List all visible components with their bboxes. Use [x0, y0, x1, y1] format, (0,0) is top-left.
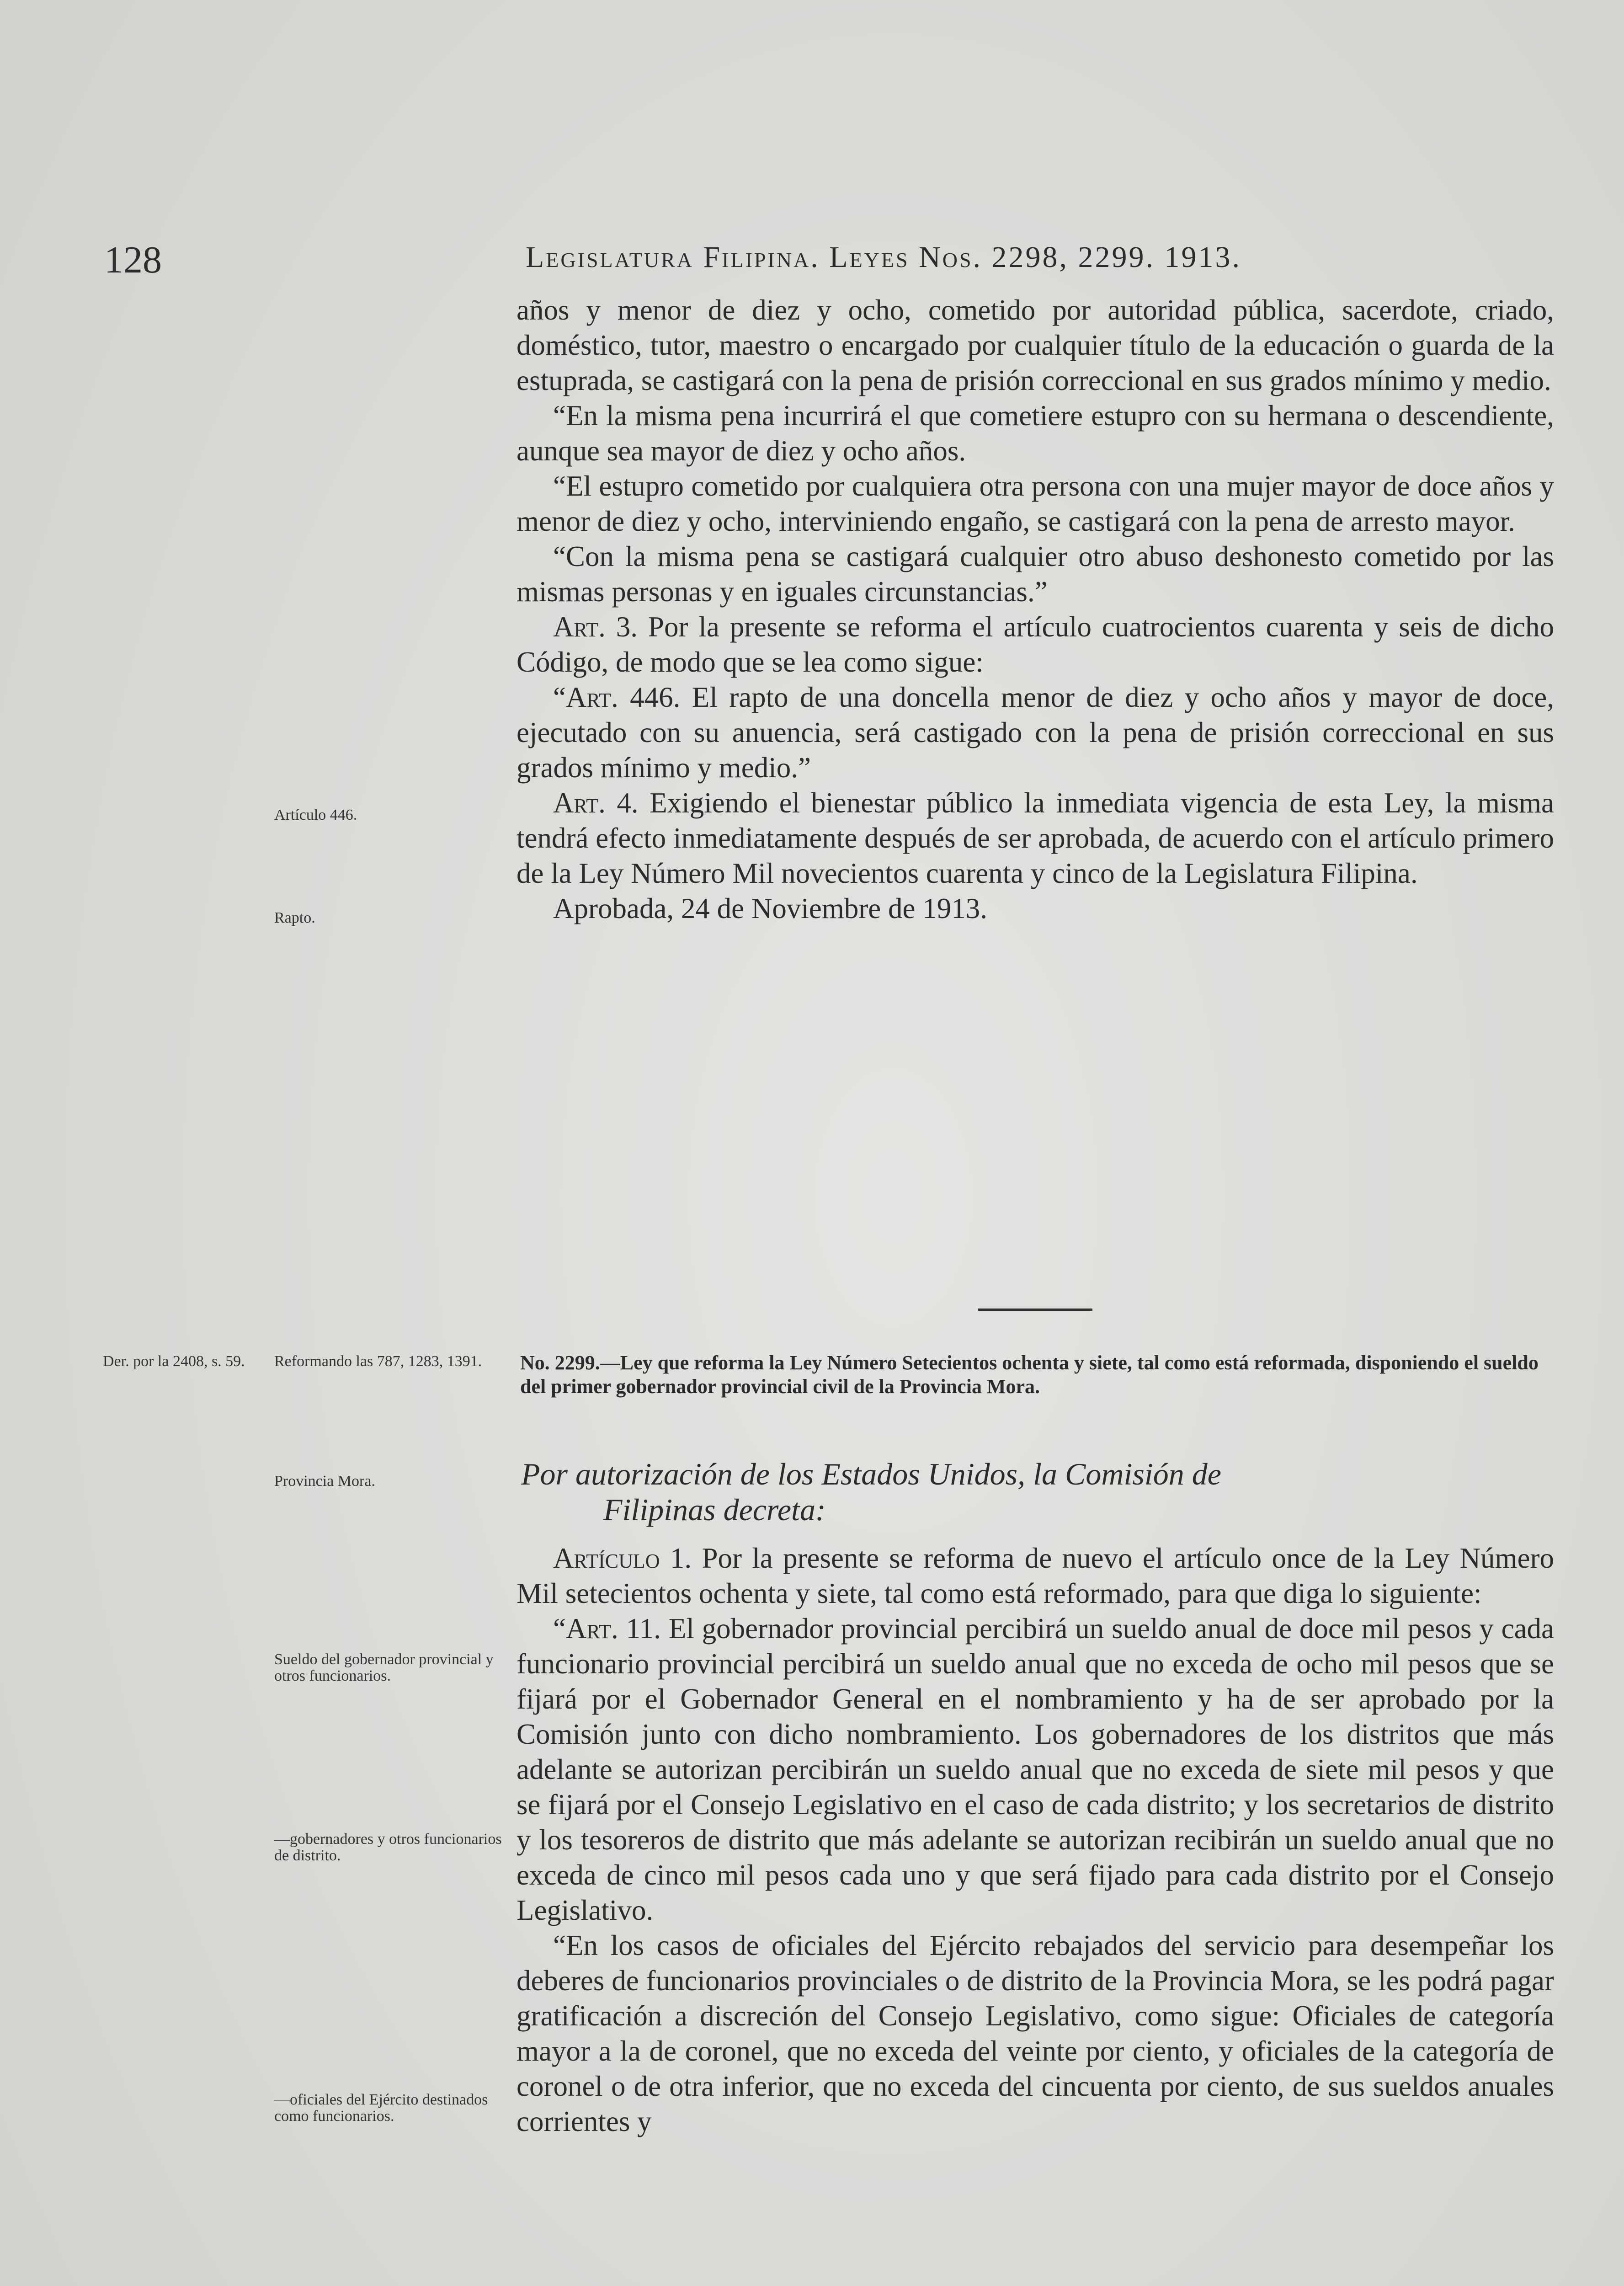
paragraph: “El estupro cometido por cualquiera otra persona con una mujer mayor de doce años y menor de diez y ocho, interviniendo engaño, se castigará con la pena de arresto mayor.: [516, 470, 1554, 537]
running-title: Legislatura Filipina. Leyes Nos. 2298, 2299. 1913.: [526, 240, 1242, 274]
paragraph: “En la misma pena incurrirá el que cometiere estupro con su hermana o descendiente, aunque sea mayor de diez y ocho años.: [516, 400, 1554, 467]
article-11: [516, 1611, 1554, 1928]
approval-date: Aprobada, 24 de Noviembre de 1913.: [553, 892, 987, 924]
enacting-clause-line: Filipinas decreta:: [603, 1492, 826, 1527]
article-text: El gobernador provincial percibirá un sueldo anual de doce mil pesos y cada funcionario provincial percibirá un sueldo anual que no exceda de ocho mil pesos que se fijará por el Gobernador General en el nombramiento y ha de ser aprobado por la Comisión junto con dicho nombramiento. Los gobernadores de los distritos que más adelante se autorizan percibirán un sueldo anual que no exceda de siete mil pesos y que se fijará por el Consejo Legislativo en el caso de cada distrito; y los secretarios de distrito y los tesoreros de distrito que más adelante se autorizan recibirán un sueldo anual que no exceda de cinco mil pesos cada uno y que será fijado para cada distrito por el Consejo Legislativo.: [516, 1613, 1555, 1926]
enacting-clause: [521, 1456, 1554, 1528]
article-1: [516, 1541, 1554, 1611]
margin-note-gobernadores-distrito: —gobernadores y otros funcionarios de distrito.: [274, 1831, 502, 1864]
law-2299-body: [516, 1541, 1554, 2139]
article-label: Artículo 1.: [553, 1542, 692, 1574]
margin-note-sueldo-gobernador: Sueldo del gobernador provincial y otros funcionarios.: [274, 1651, 494, 1684]
article-text: Por la presente se reforma de nuevo el artículo once de la Ley Número Mil setecientos ochenta y siete, tal como está reformado, para que diga lo siguiente:: [516, 1542, 1555, 1609]
article-label: “Art. 446.: [553, 681, 681, 713]
margin-note-oficiales-ejercito: —oficiales del Ejército destinados como funcionarios.: [274, 2091, 488, 2125]
law-2299-heading: [520, 1351, 1553, 1399]
article-text: El rapto de una doncella menor de diez y ocho años y mayor de doce, ejecutado con su anuencia, será castigado con la pena de prisión correccional en sus grados mínimo y medio.”: [516, 681, 1554, 784]
margin-note-derogation: Der. por la 2408, s. 59.: [103, 1353, 245, 1370]
law-2298-body: [516, 293, 1554, 926]
law-summary: —Ley que reforma la Ley Número Setecientos ochenta y siete, tal como está reformada, disponiendo el sueldo del primer gobernador provincial civil de la Provincia Mora.: [520, 1351, 1539, 1398]
enacting-clause-line: Por autorización de los Estados Unidos, la Comisión de: [521, 1457, 1221, 1491]
article-label: “Art. 11.: [553, 1613, 661, 1645]
article-text: Exigiendo el bienestar público la inmediata vigencia de esta Ley, la misma tendrá efecto inmediatamente después de ser aprobada, de acuerdo con el artículo primero de la Ley Número Mil novecientos cuarenta y cinco de la Legislatura Filipina.: [516, 787, 1554, 889]
paragraph: años y menor de diez y ocho, cometido por autoridad pública, sacerdote, criado, doméstico, tutor, maestro o encargado por cualquier título de la educación o guarda de la estuprada, se castigará con la pena de prisión correccional en sus grados mínimo y medio.: [516, 294, 1554, 396]
margin-note-reforming: Reformando las 787, 1283, 1391.: [274, 1353, 482, 1370]
article-3: [516, 609, 1554, 680]
margin-note-articulo-446: Artículo 446.: [274, 807, 357, 823]
margin-note-provincia-mora: Provincia Mora.: [274, 1473, 375, 1490]
article-4: [516, 785, 1554, 891]
page-number: 128: [104, 239, 162, 281]
law-number: No. 2299.: [520, 1351, 600, 1374]
article-446: [516, 680, 1554, 785]
margin-note-rapto: Rapto.: [274, 909, 315, 926]
article-label: Art. 3.: [553, 611, 638, 643]
article-label: Art. 4.: [553, 787, 639, 819]
article-text: Por la presente se reforma el artículo cuatrocientos cuarenta y seis de dicho Código, de modo que se lea como sigue:: [516, 611, 1554, 678]
section-divider: [978, 1309, 1092, 1311]
paragraph: “En los casos de oficiales del Ejército rebajados del servicio para desempeñar los deberes de funcionarios provinciales o de distrito de la Provincia Mora, se les podrá pagar gratificación a discreción del Consejo Legislativo, como sigue: Oficiales de categoría mayor a la de coronel, que no exceda del veinte por ciento, y oficiales de la categoría de coronel o de otra inferior, que no exceda del cincuenta por ciento, de sus sueldos anuales corrientes y: [516, 1929, 1554, 2137]
paragraph: “Con la misma pena se castigará cualquier otro abuso deshonesto cometido por las mismas personas y en iguales circunstancias.”: [516, 540, 1554, 608]
